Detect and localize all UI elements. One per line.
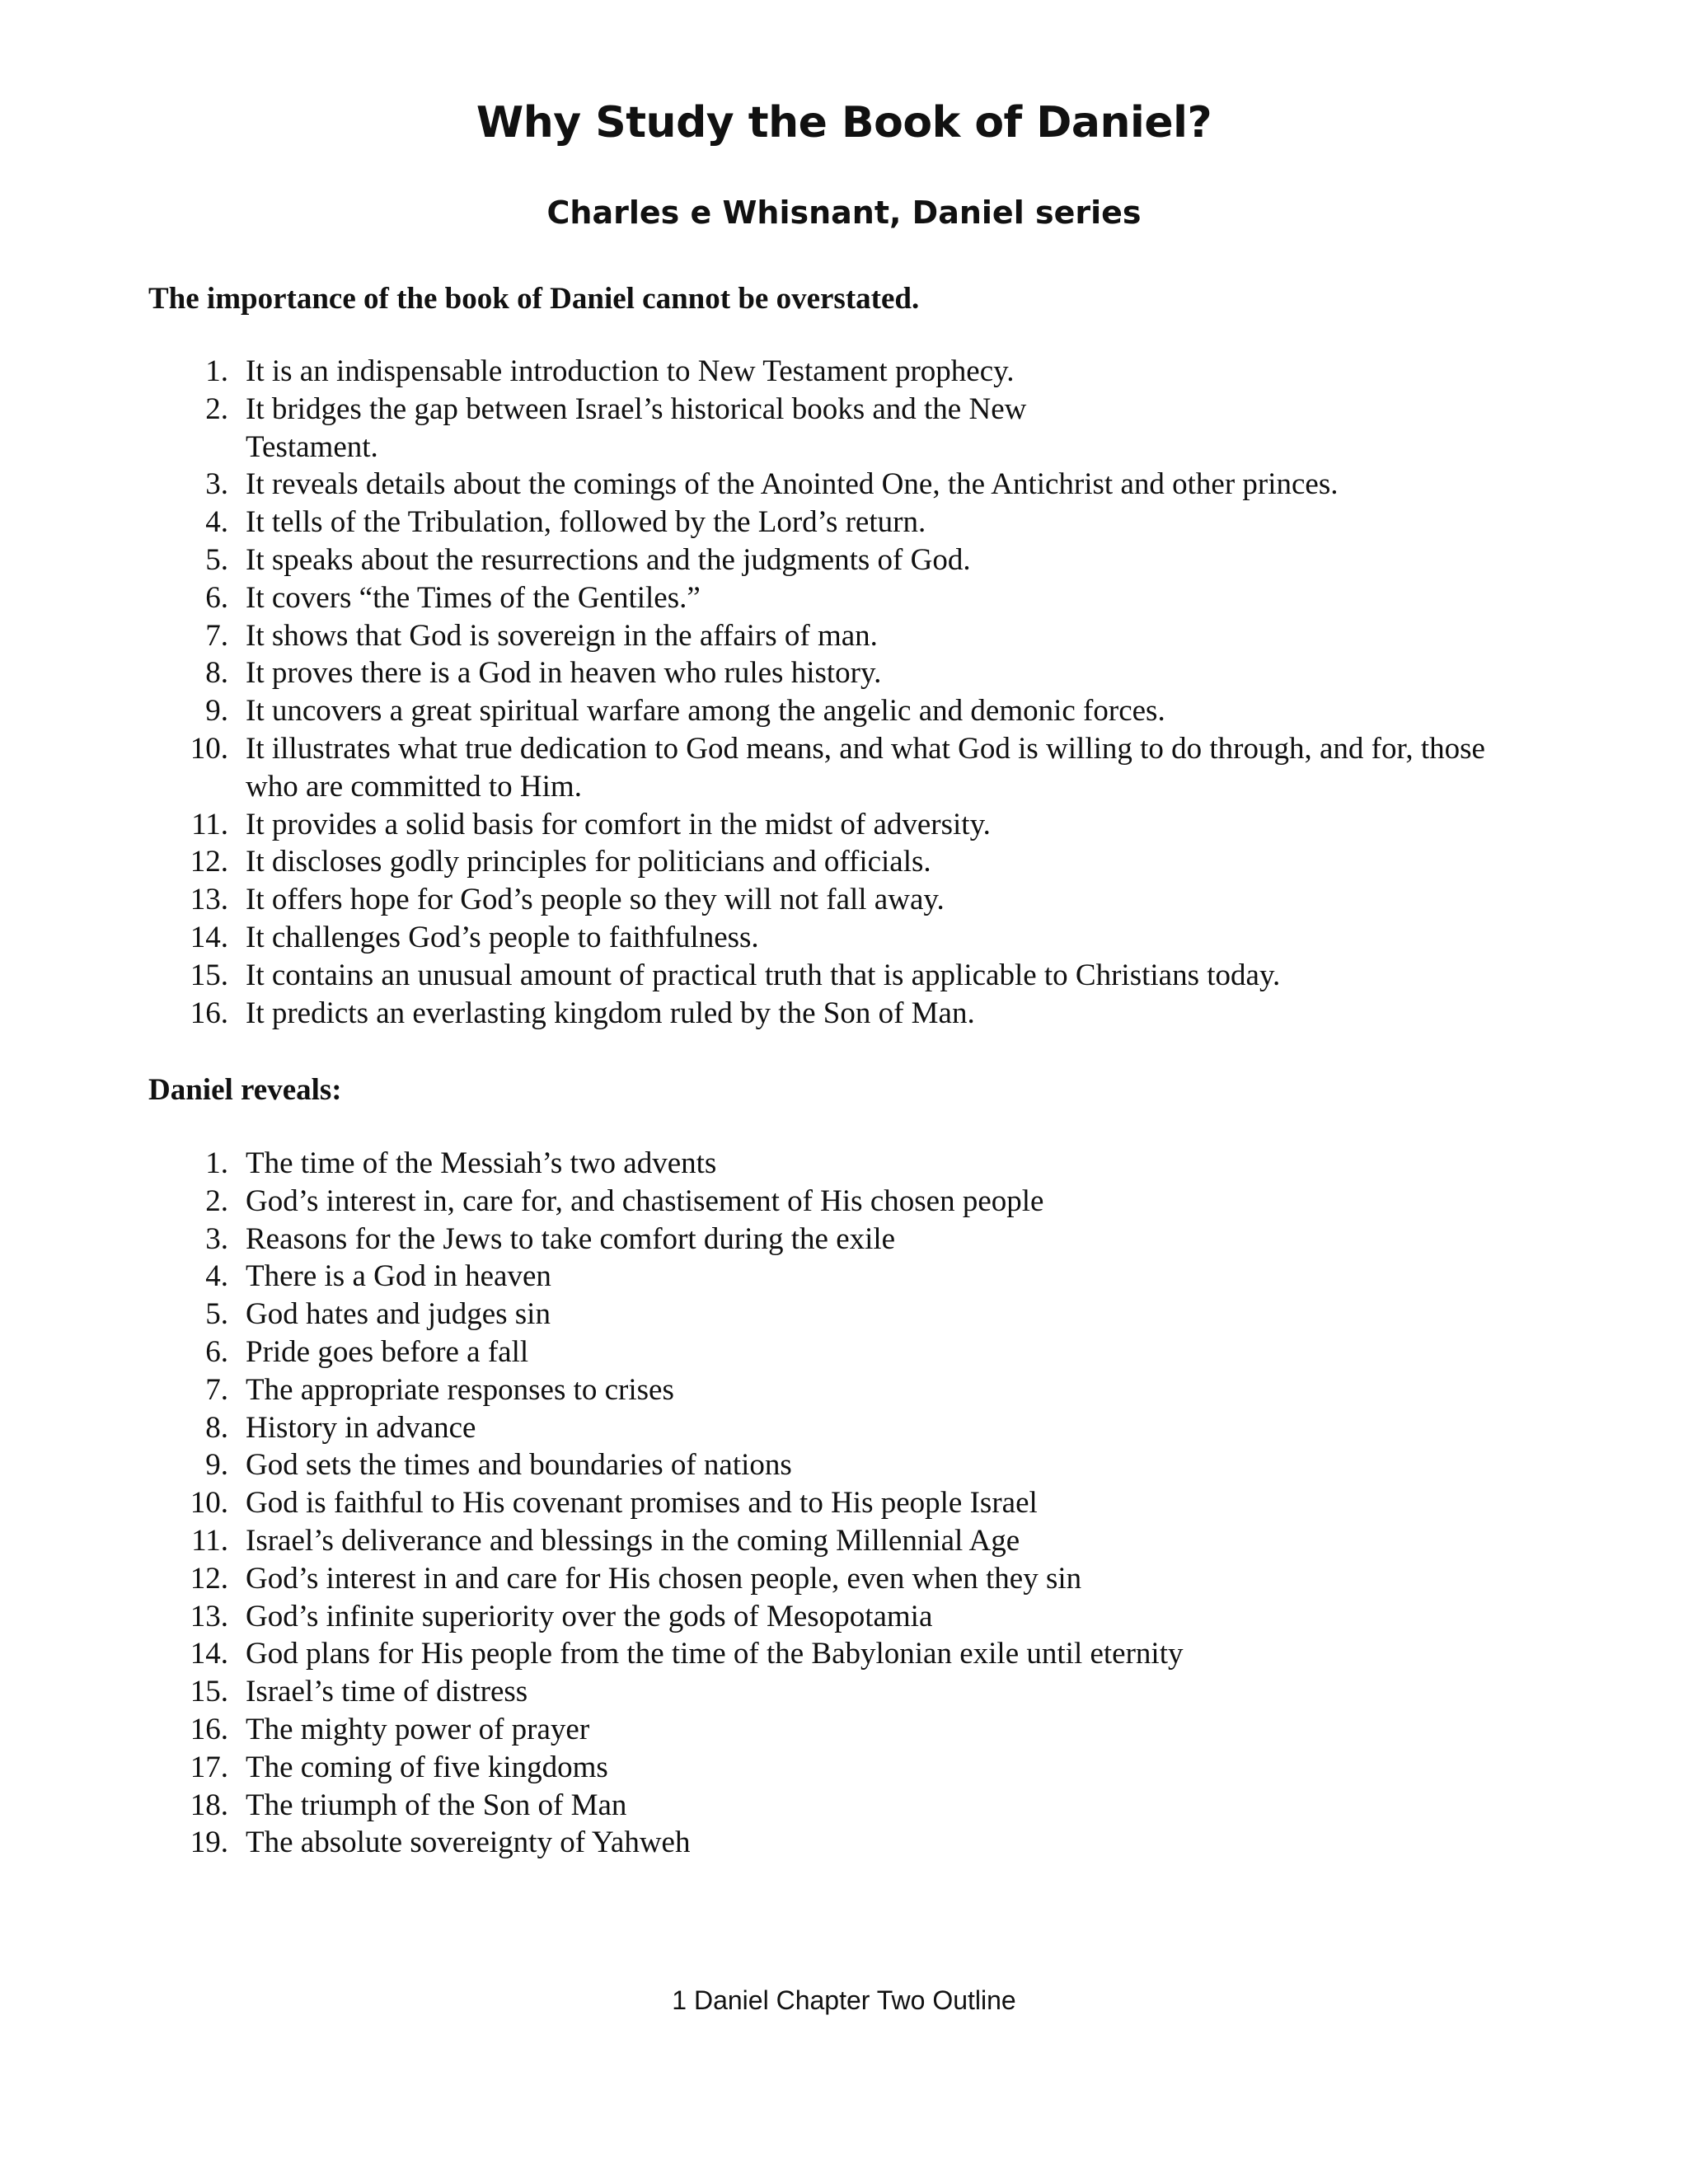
list-item	[0, 654, 1566, 692]
list-item	[0, 1296, 1566, 1333]
list-item-number: 7.	[205, 618, 228, 653]
list-item-text: God’s infinite superiority over the gods of Mesopotamia	[246, 1599, 933, 1633]
list-item	[0, 1333, 1566, 1371]
section-heading-daniel-reveals: Daniel reveals:	[148, 1073, 342, 1107]
list-item-text: It speaks about the resurrections and the judgments of God.	[246, 542, 971, 577]
list-item-number: 6.	[205, 580, 228, 615]
list-item-text: Israel’s time of distress	[246, 1675, 528, 1709]
list-item-text: It tells of the Tribulation, followed by the Lord’s return.	[246, 505, 926, 540]
list-item-text: It illustrates what true dedication to God means, and what God is willing to do through, and for, those who are committed to Him.	[246, 731, 1485, 804]
list-item-text: It discloses godly principles for politicians and officials.	[246, 845, 931, 879]
list-item-number: 8.	[205, 1410, 228, 1445]
list-item-number: 16.	[190, 1712, 228, 1746]
list-item-text: The mighty power of prayer	[246, 1712, 590, 1746]
list-item-text: The coming of five kingdoms	[246, 1750, 608, 1784]
list-item	[0, 353, 1566, 391]
list-item-number: 11.	[191, 1523, 228, 1558]
page-subtitle: Charles e Whisnant, Daniel series	[546, 194, 1142, 231]
list-item-text: God is faithful to His covenant promises and to His people Israel	[246, 1486, 1038, 1521]
list-item-text: It challenges God’s people to faithfulness.	[246, 920, 759, 954]
list-item	[0, 692, 1566, 730]
page-title: Why Study the Book of Daniel?	[476, 98, 1212, 148]
list-item-number: 10.	[190, 1486, 228, 1521]
list-item-number: 3.	[205, 1221, 228, 1256]
list-item	[0, 957, 1566, 995]
list-item	[0, 1635, 1566, 1673]
list-item-text: It uncovers a great spiritual warfare among the angelic and demonic forces.	[246, 694, 1165, 729]
list-item-text: There is a God in heaven	[246, 1259, 551, 1294]
list-item-number: 16.	[190, 996, 228, 1030]
list-item-text: God hates and judges sin	[246, 1297, 551, 1332]
list-item-text: It contains an unusual amount of practical truth that is applicable to Christians today.	[246, 958, 1281, 992]
list-item-number: 19.	[190, 1825, 228, 1860]
list-item-number: 1.	[205, 1146, 228, 1180]
list-item-text: God’s interest in, care for, and chastisement of His chosen people	[246, 1183, 1044, 1218]
list-item-text: Pride goes before a fall	[246, 1334, 529, 1369]
list-item-text: It shows that God is sovereign in the affairs of man.	[246, 618, 878, 653]
list-item	[0, 730, 1566, 806]
page-footer: 1 Daniel Chapter Two Outline	[672, 1985, 1016, 2015]
list-item-number: 7.	[205, 1372, 228, 1407]
list-item-text: God sets the times and boundaries of nations	[246, 1448, 792, 1483]
list-item	[0, 1371, 1566, 1409]
list-item-number: 15.	[190, 1675, 228, 1709]
list-item-number: 15.	[190, 958, 228, 992]
list-item-number: 5.	[205, 542, 228, 577]
list-item-text: Reasons for the Jews to take comfort during the exile	[246, 1221, 896, 1256]
list-item-number: 14.	[190, 920, 228, 954]
list-item-text: It provides a solid basis for comfort in the midst of adversity.	[246, 807, 991, 841]
list-item-text: It proves there is a God in heaven who rules history.	[246, 656, 882, 691]
list-item	[0, 541, 1566, 579]
list-item	[0, 1484, 1566, 1522]
list-item	[0, 1673, 1566, 1711]
list-item	[0, 919, 1566, 957]
list-item-number: 12.	[190, 845, 228, 879]
list-item	[0, 995, 1566, 1033]
list-item-number: 8.	[205, 656, 228, 691]
list-item-number: 14.	[190, 1637, 228, 1671]
list-item	[0, 1824, 1566, 1862]
list-item	[0, 1522, 1566, 1560]
list-item-text: It predicts an everlasting kingdom ruled by the Son of Man.	[246, 996, 975, 1030]
list-item-text: It is an indispensable introduction to New Testament prophecy.	[246, 354, 1015, 388]
list-item	[0, 843, 1566, 881]
section-heading-importance: The importance of the book of Daniel cannot be overstated.	[148, 282, 920, 316]
list-item	[0, 1446, 1566, 1484]
list-item	[0, 1409, 1566, 1447]
list-item-number: 9.	[205, 694, 228, 729]
list-item-text: It bridges the gap between Israel’s historical books and the New Testament.	[246, 391, 1027, 464]
list-item	[0, 1787, 1566, 1825]
list-item	[0, 1598, 1566, 1636]
list-item	[0, 504, 1566, 541]
list-item-text: The appropriate responses to crises	[246, 1372, 674, 1407]
list-item-number: 2.	[205, 1183, 228, 1218]
list-item	[0, 391, 1566, 466]
list-item	[0, 1711, 1566, 1749]
list-item	[0, 1749, 1566, 1787]
list-item	[0, 1145, 1566, 1183]
list-item-number: 10.	[190, 731, 228, 766]
list-item	[0, 1258, 1566, 1296]
list-item-number: 18.	[190, 1788, 228, 1822]
list-item-number: 9.	[205, 1448, 228, 1483]
list-item-number: 2.	[205, 391, 228, 426]
list-item-number: 13.	[190, 883, 228, 917]
list-item-number: 17.	[190, 1750, 228, 1784]
list-item-text: It offers hope for God’s people so they will not fall away.	[246, 883, 945, 917]
list-item	[0, 1221, 1566, 1258]
list-item	[0, 806, 1566, 844]
list-item-text: God plans for His people from the time of the Babylonian exile until eternity	[246, 1637, 1184, 1671]
list-item-number: 5.	[205, 1297, 228, 1332]
list-item-number: 13.	[190, 1599, 228, 1633]
list-item-number: 6.	[205, 1334, 228, 1369]
importance-list	[0, 353, 1566, 1032]
list-item	[0, 881, 1566, 919]
list-item	[0, 1560, 1566, 1598]
list-item-number: 12.	[190, 1561, 228, 1596]
list-item-text: History in advance	[246, 1410, 476, 1445]
list-item-number: 1.	[205, 354, 228, 388]
list-item-text: It covers “the Times of the Gentiles.”	[246, 580, 701, 615]
list-item	[0, 617, 1566, 655]
list-item-number: 11.	[191, 807, 228, 841]
list-item-text: The absolute sovereignty of Yahweh	[246, 1825, 691, 1860]
list-item	[0, 466, 1566, 504]
list-item-text: The triumph of the Son of Man	[246, 1788, 627, 1822]
list-item-text: God’s interest in and care for His chosen people, even when they sin	[246, 1561, 1082, 1596]
list-item-text: It reveals details about the comings of the Anointed One, the Antichrist and other princes.	[246, 467, 1339, 502]
list-item	[0, 579, 1566, 617]
list-item-number: 4.	[205, 1259, 228, 1294]
list-item-text: The time of the Messiah’s two advents	[246, 1146, 717, 1180]
list-item-number: 3.	[205, 467, 228, 502]
list-item	[0, 1183, 1566, 1221]
list-item-text: Israel’s deliverance and blessings in the coming Millennial Age	[246, 1523, 1020, 1558]
list-item-number: 4.	[205, 505, 228, 540]
daniel-reveals-list	[0, 1145, 1566, 1862]
